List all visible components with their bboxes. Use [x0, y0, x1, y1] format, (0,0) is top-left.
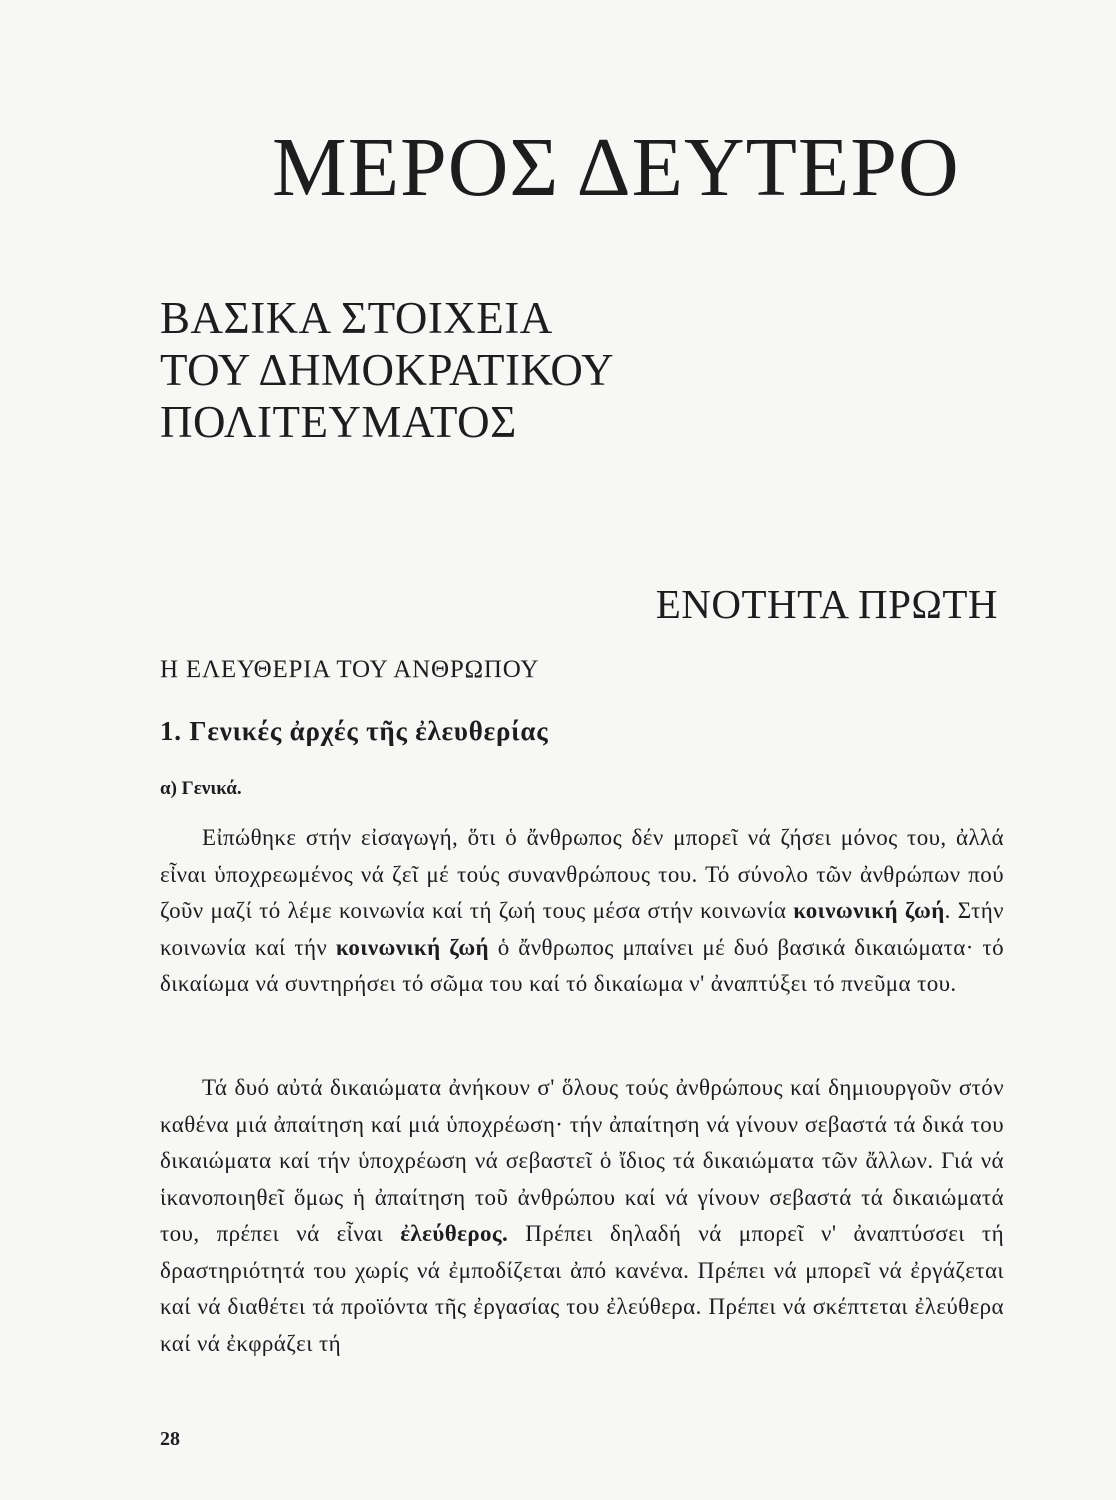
paragraph-1 [160, 820, 1004, 1003]
paragraph-1-text [160, 820, 1004, 1003]
paragraph-2-text [160, 1070, 1004, 1362]
section-title-line-3: ΠΟΛΙΤΕΥΜΑΤΟΣ [160, 397, 517, 447]
subsubsection-title: α) Γενικά. [160, 778, 242, 799]
section-title-line-1: ΒΑΣΙΚΑ ΣΤΟΙΧΕΙΑ [160, 293, 553, 343]
section-title [160, 292, 760, 448]
paragraph-2-part-1: Τά δυό αὐτά δικαιώματα ἀνήκουν σ' ὅλους τούς ἀνθρώπους καί δημιουργοῦν στόν καθένα μιά ἀπαίτηση καί μιά ὑποχρέωση· τήν ἀπαίτηση νά γίνουν σεβαστά τά δικά του δικαιώματα καί τήν ὑποχρέωση νά σεβαστεῖ ὁ ἴδιος τά δικαιώματα τῶν ἄλλων. Γιά νά ἱκανοποιηθεῖ ὅμως ἡ ἀπαίτηση τοῦ ἀνθρώπου καί νά γίνουν σεβαστά τά δικαιώματά του, πρέπει νά εἶναι [160, 1075, 1004, 1246]
section-title-line-2: ΤΟΥ ΔΗΜΟΚΡΑΤΙΚΟΥ [160, 345, 615, 395]
paragraph-2-bold-term: ἐλεύθερος. [400, 1221, 509, 1246]
paragraph-1-bold-term-2: κοινωνική ζωή [335, 934, 490, 960]
paragraph-1-part-2: . Στήν κοινωνία καί τήν [160, 898, 1004, 960]
paragraph-1-bold-term-1: κοινωνική ζωή [793, 898, 945, 923]
paragraph-2 [160, 1070, 1004, 1362]
paragraph-1-part-1: Εἰπώθηκε στήν εἰσαγωγή, ὅτι ὁ ἄνθρωπος δέν μπορεῖ νά ζήσει μόνος του, ἀλλά εἶναι ὑποχρεωμένος νά ζεῖ μέ τούς συνανθρώπους του. Τό σύνολο τῶν ἀνθρώπων πού ζοῦν μαζί τό λέμε κοινωνία καί τή ζωή τους μέσα στήν κοινωνία [160, 825, 1004, 923]
part-title: ΜΕΡΟΣ ΔΕΥΤΕΡΟ [272, 121, 960, 214]
paragraph-1-part-3: ὁ ἄνθρωπος μπαίνει μέ δυό βασικά δικαιώματα· τό δικαίωμα νά συντηρήσει τό σῶμα του καί τό δικαίωμα ν' ἀναπτύξει τό πνεῦμα του. [160, 934, 1005, 996]
page-number: 28 [160, 1428, 180, 1450]
unit-title: ΕΝΟΤΗΤΑ ΠΡΩΤΗ [655, 581, 998, 627]
subsection-title: 1. Γενικές ἀρχές τῆς ἐλευθερίας [160, 716, 549, 746]
paragraph-2-part-2: Πρέπει δηλαδή νά μπορεῖ ν' ἀναπτύσσει τή δραστηριότητά του χωρίς νά ἐμποδίζεται ἀπό κανένα. Πρέπει νά μπορεῖ νά ἐργάζεται καί νά διαθέτει τά προϊόντα τῆς ἐργασίας του ἐλεύθερα. Πρέπει νά σκέπτεται ἐλεύθερα καί νά ἐκφράζει τή [160, 1221, 1005, 1356]
chapter-title: Η ΕΛΕΥΘΕΡΙΑ ΤΟΥ ΑΝΘΡΩΠΟΥ [160, 656, 540, 683]
